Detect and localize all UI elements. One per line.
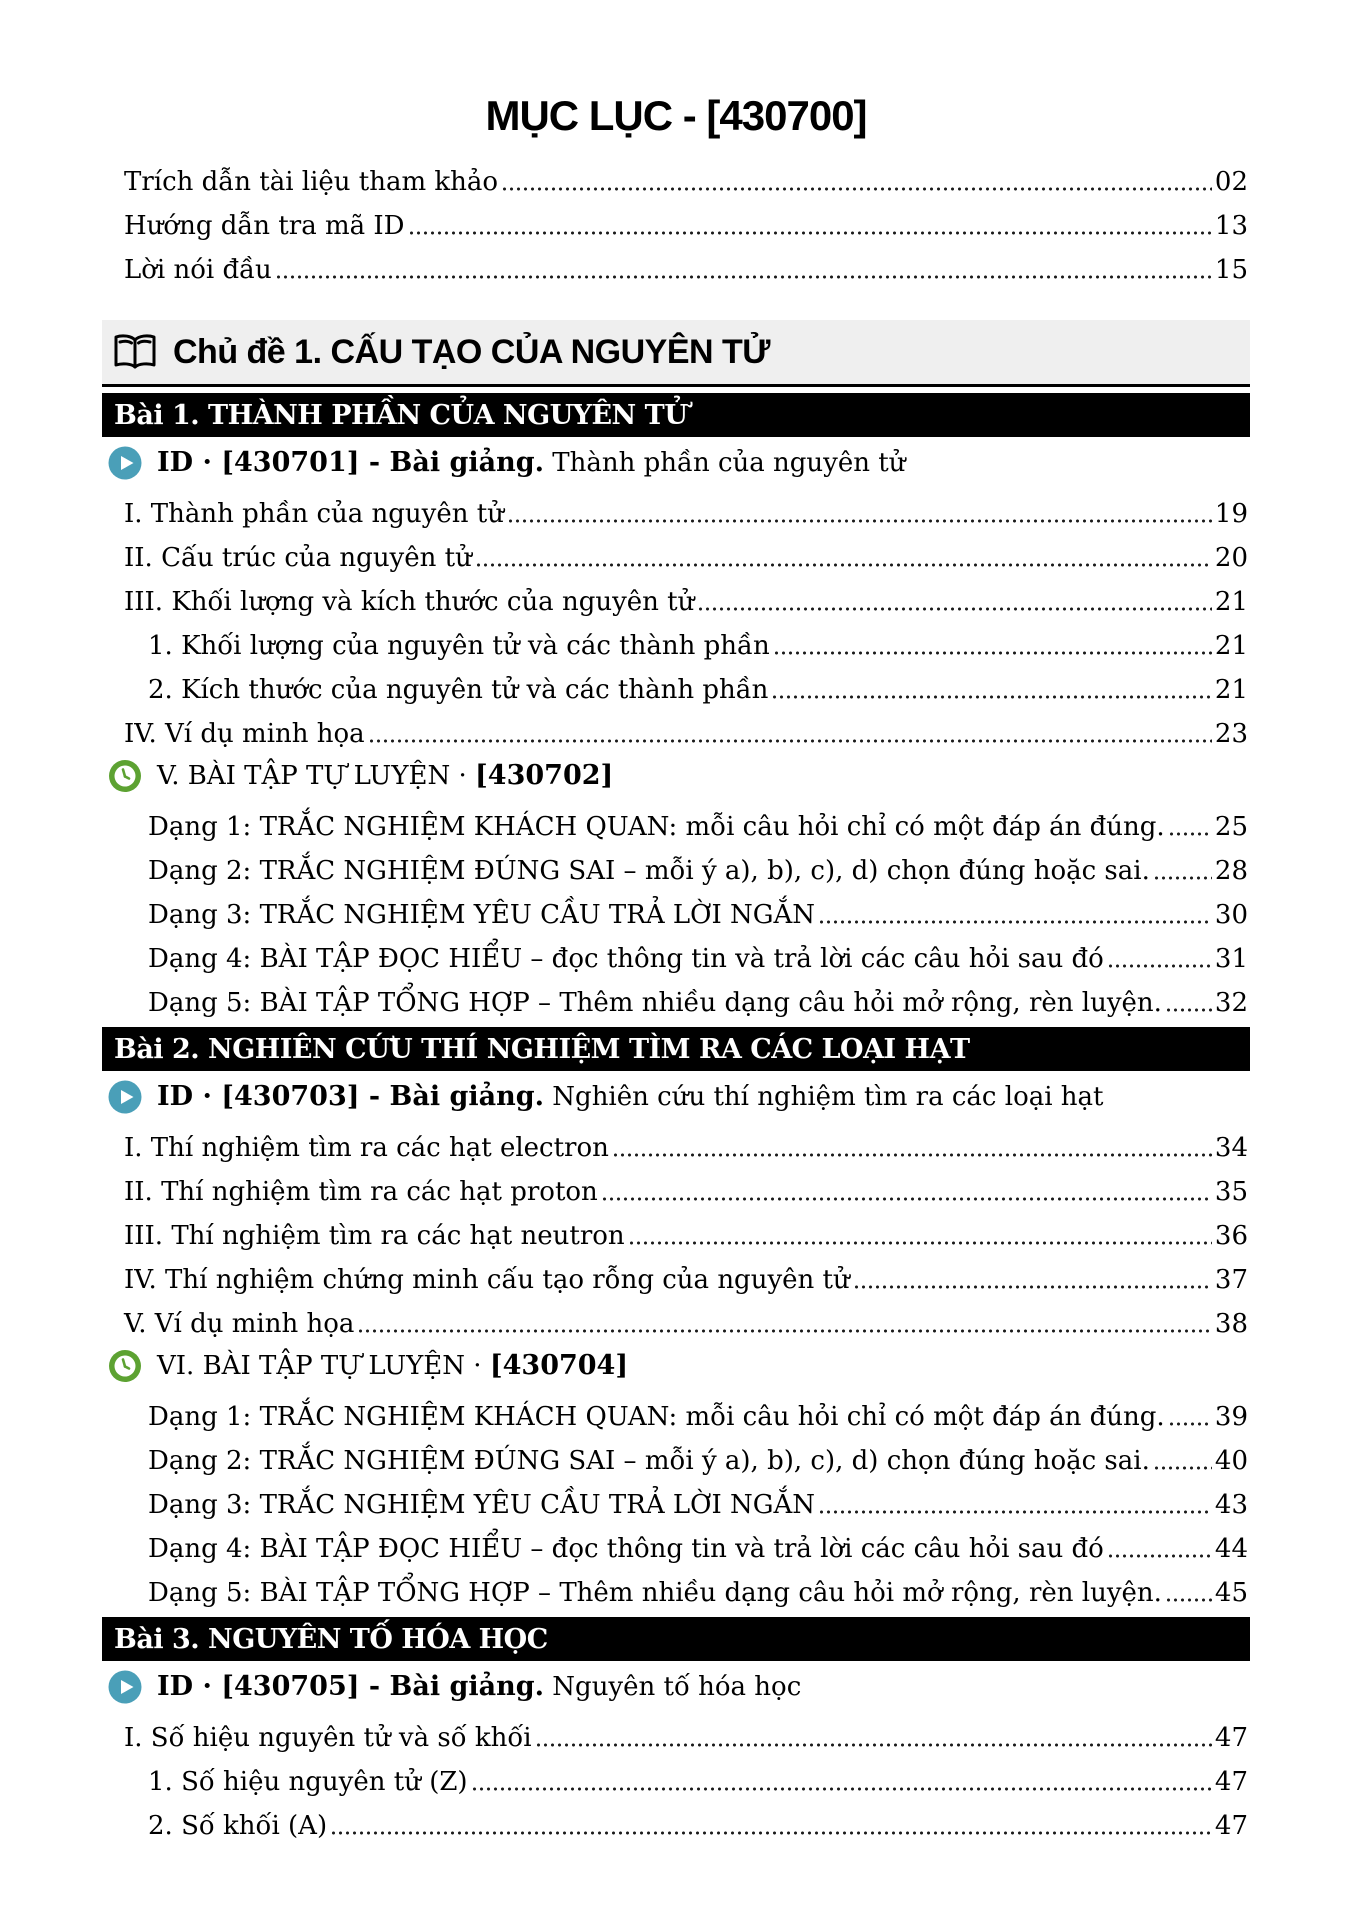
toc-dots — [771, 695, 1211, 699]
toc-row — [102, 530, 1250, 574]
toc-label: Lời nói đầu — [124, 254, 272, 285]
toc-page-number: 23 — [1214, 718, 1248, 749]
toc-row — [102, 1208, 1250, 1252]
toc-row — [102, 1754, 1250, 1798]
toc-page-number: 30 — [1214, 899, 1248, 930]
toc-dots — [535, 1743, 1212, 1747]
toc-label: Dạng 3: TRẮC NGHIỆM YÊU CẦU TRẢ LỜI NGẮN — [148, 1489, 816, 1520]
lecture-row-text: ID · [430705] - Bài giảng. Nguyên tố hóa học — [157, 1670, 802, 1702]
toc-page-number: 45 — [1214, 1577, 1248, 1608]
play-icon — [108, 446, 142, 480]
toc-dots — [1168, 1422, 1212, 1426]
toc-label: V. Ví dụ minh họa — [124, 1308, 355, 1339]
lesson-bar — [102, 1027, 1250, 1071]
toc-row — [102, 1120, 1250, 1164]
clock-icon — [108, 759, 142, 793]
toc-dots — [1107, 964, 1212, 968]
practice-row — [102, 753, 1250, 799]
toc-dots — [408, 231, 1212, 235]
toc-dots — [818, 920, 1212, 924]
toc-page-number: 39 — [1214, 1401, 1248, 1432]
toc-dots — [853, 1285, 1212, 1289]
toc-dots — [628, 1241, 1212, 1245]
toc-dots — [507, 519, 1212, 523]
toc-label: IV. Ví dụ minh họa — [124, 718, 365, 749]
toc-label: Trích dẫn tài liệu tham khảo — [124, 166, 499, 197]
toc-label: 2. Số khối (A) — [148, 1810, 328, 1841]
toc-page-number: 37 — [1214, 1264, 1248, 1295]
toc-dots — [1153, 1466, 1212, 1470]
toc-label: I. Thành phần của nguyên tử — [124, 498, 504, 529]
toc-dots — [818, 1510, 1212, 1514]
toc-row — [102, 887, 1250, 931]
toc-page-number: 28 — [1214, 855, 1248, 886]
lesson-bar-title: Bài 1. THÀNH PHẦN CỦA NGUYÊN TỬ — [114, 399, 688, 431]
toc-label: Dạng 1: TRẮC NGHIỆM KHÁCH QUAN: mỗi câu hỏi chỉ có một đáp án đúng. — [148, 1401, 1165, 1432]
toc-page-number: 43 — [1214, 1489, 1248, 1520]
toc-dots — [357, 1329, 1212, 1333]
open-book-icon — [112, 332, 158, 372]
toc-row — [102, 1477, 1250, 1521]
toc-label: Dạng 5: BÀI TẬP TỔNG HỢP – Thêm nhiều dạng câu hỏi mở rộng, rèn luyện. — [148, 1577, 1162, 1608]
practice-row — [102, 1343, 1250, 1389]
lecture-row — [102, 1074, 1250, 1120]
toc-label: Dạng 4: BÀI TẬP ĐỌC HIỂU – đọc thông tin và trả lời các câu hỏi sau đó — [148, 1533, 1104, 1564]
toc-label: Dạng 2: TRẮC NGHIỆM ĐÚNG SAI – mỗi ý a), b), c), d) chọn đúng hoặc sai. — [148, 855, 1150, 886]
chapter-title: Chủ đề 1. CẤU TẠO CỦA NGUYÊN TỬ — [173, 332, 771, 371]
toc-row — [102, 706, 1250, 750]
toc-label: 1. Khối lượng của nguyên tử và các thành phần — [148, 630, 770, 661]
toc-page-number: 21 — [1214, 586, 1248, 617]
toc-label: II. Thí nghiệm tìm ra các hạt proton — [124, 1176, 598, 1207]
lesson-bar-title: Bài 2. NGHIÊN CỨU THÍ NGHIỆM TÌM RA CÁC LOẠI HẠT — [114, 1033, 970, 1065]
toc-label: I. Số hiệu nguyên tử và số khối — [124, 1722, 532, 1753]
toc-page-number: 15 — [1214, 254, 1248, 285]
toc-label: II. Cấu trúc của nguyên tử — [124, 542, 472, 573]
toc-dots — [1153, 876, 1212, 880]
toc-row — [102, 1389, 1250, 1433]
toc-row — [102, 1252, 1250, 1296]
toc-label: Dạng 3: TRẮC NGHIỆM YÊU CẦU TRẢ LỜI NGẮN — [148, 899, 816, 930]
lesson-bar-title: Bài 3. NGUYÊN TỐ HÓA HỌC — [114, 1623, 548, 1655]
toc-row — [102, 931, 1250, 975]
toc-dots — [1165, 1598, 1212, 1602]
lesson-bar — [102, 393, 1250, 437]
toc-page-number: 47 — [1214, 1810, 1248, 1841]
toc-row — [102, 242, 1250, 286]
toc-page-number: 13 — [1214, 210, 1248, 241]
toc-row — [102, 1296, 1250, 1340]
toc-page-number: 21 — [1214, 674, 1248, 705]
toc-dots — [697, 607, 1212, 611]
play-icon — [108, 1670, 142, 1704]
toc-row — [102, 662, 1250, 706]
toc-page-number: 47 — [1214, 1722, 1248, 1753]
play-icon — [108, 1080, 142, 1114]
lesson-bar — [102, 1617, 1250, 1661]
toc-dots — [275, 275, 1212, 279]
toc-page-number: 36 — [1214, 1220, 1248, 1251]
toc-row — [102, 1710, 1250, 1754]
toc-dots — [612, 1153, 1212, 1157]
toc-label: III. Thí nghiệm tìm ra các hạt neutron — [124, 1220, 625, 1251]
toc-label: IV. Thí nghiệm chứng minh cấu tạo rỗng của nguyên tử — [124, 1264, 850, 1295]
toc-dots — [1168, 832, 1212, 836]
toc-row — [102, 1798, 1250, 1842]
toc-row — [102, 843, 1250, 887]
toc-dots — [330, 1831, 1212, 1835]
toc-row — [102, 574, 1250, 618]
toc-label: Dạng 4: BÀI TẬP ĐỌC HIỂU – đọc thông tin và trả lời các câu hỏi sau đó — [148, 943, 1104, 974]
toc-page-number: 47 — [1214, 1766, 1248, 1797]
practice-row-text: V. BÀI TẬP TỰ LUYỆN · [430702] — [157, 759, 614, 791]
toc-dots — [773, 651, 1212, 655]
toc-row — [102, 975, 1250, 1019]
toc-row — [102, 799, 1250, 843]
toc-label: 2. Kích thước của nguyên tử và các thành phần — [148, 674, 769, 705]
toc-row — [102, 486, 1250, 530]
lecture-row — [102, 1664, 1250, 1710]
toc-dots — [501, 187, 1212, 191]
lecture-row-text: ID · [430701] - Bài giảng. Thành phần của nguyên tử — [157, 446, 906, 478]
toc-row — [102, 198, 1250, 242]
toc-dots — [601, 1197, 1212, 1201]
toc-label: Hướng dẫn tra mã ID — [124, 210, 405, 241]
toc-page-number: 25 — [1214, 811, 1248, 842]
toc-dots — [368, 739, 1212, 743]
toc-outline — [102, 154, 1250, 1842]
toc-page-number: 20 — [1214, 542, 1248, 573]
toc-label: Dạng 5: BÀI TẬP TỔNG HỢP – Thêm nhiều dạng câu hỏi mở rộng, rèn luyện. — [148, 987, 1162, 1018]
lecture-row-text: ID · [430703] - Bài giảng. Nghiên cứu thí nghiệm tìm ra các loại hạt — [157, 1080, 1104, 1112]
toc-row — [102, 1164, 1250, 1208]
toc-page-number: 02 — [1214, 166, 1248, 197]
toc-dots — [471, 1787, 1212, 1791]
clock-icon — [108, 1349, 142, 1383]
toc-page-number: 21 — [1214, 630, 1248, 661]
toc-dots — [1165, 1008, 1212, 1012]
toc-row — [102, 1565, 1250, 1609]
toc-row — [102, 1521, 1250, 1565]
lecture-row — [102, 440, 1250, 486]
toc-row — [102, 154, 1250, 198]
practice-row-text: VI. BÀI TẬP TỰ LUYỆN · [430704] — [157, 1349, 629, 1381]
toc-page-number: 31 — [1214, 943, 1248, 974]
toc-dots — [475, 563, 1212, 567]
toc-page-number: 32 — [1214, 987, 1248, 1018]
toc-page-number: 44 — [1214, 1533, 1248, 1564]
toc-label: Dạng 2: TRẮC NGHIỆM ĐÚNG SAI – mỗi ý a), b), c), d) chọn đúng hoặc sai. — [148, 1445, 1150, 1476]
page-title: MỤC LỤC - [430700] — [485, 92, 867, 139]
toc-page-number: 35 — [1214, 1176, 1248, 1207]
toc-row — [102, 1433, 1250, 1477]
toc-page-number: 40 — [1214, 1445, 1248, 1476]
chapter-header — [102, 320, 1250, 387]
toc-label: I. Thí nghiệm tìm ra các hạt electron — [124, 1132, 609, 1163]
toc-page-number: 38 — [1214, 1308, 1248, 1339]
toc-page-number: 34 — [1214, 1132, 1248, 1163]
toc-dots — [1107, 1554, 1212, 1558]
toc-page-number: 19 — [1214, 498, 1248, 529]
toc-label: Dạng 1: TRẮC NGHIỆM KHÁCH QUAN: mỗi câu hỏi chỉ có một đáp án đúng. — [148, 811, 1165, 842]
toc-label: III. Khối lượng và kích thước của nguyên tử — [124, 586, 695, 617]
toc-label: 1. Số hiệu nguyên tử (Z) — [148, 1766, 468, 1797]
toc-row — [102, 618, 1250, 662]
